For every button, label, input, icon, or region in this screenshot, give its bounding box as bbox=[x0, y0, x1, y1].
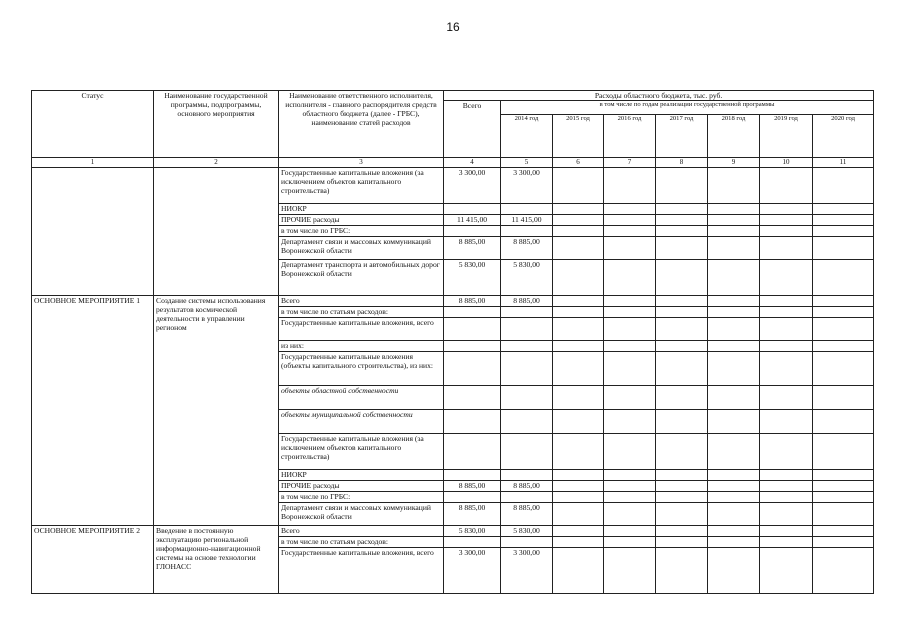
empty-year-cell bbox=[813, 481, 874, 492]
empty-year-cell bbox=[656, 503, 708, 526]
column-number: 8 bbox=[656, 158, 708, 168]
header-by-years-title: в том числе по годам реализации государственной программы bbox=[501, 101, 874, 115]
year-2014-value: 3 300,00 bbox=[501, 168, 553, 204]
total-value bbox=[444, 492, 501, 503]
empty-year-cell bbox=[708, 548, 760, 594]
empty-year-cell bbox=[760, 481, 813, 492]
empty-year-cell bbox=[656, 492, 708, 503]
empty-year-cell bbox=[760, 215, 813, 226]
empty-year-cell bbox=[604, 226, 656, 237]
empty-year-cell bbox=[553, 318, 604, 341]
empty-year-cell bbox=[708, 492, 760, 503]
table-body bbox=[32, 168, 874, 594]
header-executor: Наименование ответственного исполнителя, исполнителя - главного распорядителя средств областного бюджета (далее - ГРБС), наименование статей расходов bbox=[279, 91, 444, 158]
total-value bbox=[444, 537, 501, 548]
empty-year-cell bbox=[708, 470, 760, 481]
empty-year-cell bbox=[553, 260, 604, 296]
total-value bbox=[444, 341, 501, 352]
empty-year-cell bbox=[760, 503, 813, 526]
empty-year-cell bbox=[708, 481, 760, 492]
total-value: 11 415,00 bbox=[444, 215, 501, 226]
empty-year-cell bbox=[708, 318, 760, 341]
year-2014-value: 8 885,00 bbox=[501, 296, 553, 307]
empty-year-cell bbox=[760, 237, 813, 260]
year-2014-value: 8 885,00 bbox=[501, 481, 553, 492]
empty-year-cell bbox=[604, 410, 656, 434]
empty-year-cell bbox=[760, 352, 813, 386]
empty-year-cell bbox=[604, 260, 656, 296]
total-value bbox=[444, 204, 501, 215]
expense-item-label: Государственные капитальные вложения, всего bbox=[279, 548, 444, 594]
empty-year-cell bbox=[553, 537, 604, 548]
row-status bbox=[32, 168, 154, 296]
empty-year-cell bbox=[708, 307, 760, 318]
table-row bbox=[32, 526, 874, 537]
header-year: 2015 год bbox=[553, 115, 604, 158]
year-2014-value bbox=[501, 341, 553, 352]
empty-year-cell bbox=[813, 492, 874, 503]
header-year: 2016 год bbox=[604, 115, 656, 158]
empty-year-cell bbox=[553, 237, 604, 260]
year-2014-value bbox=[501, 307, 553, 318]
year-2014-value bbox=[501, 352, 553, 386]
empty-year-cell bbox=[553, 307, 604, 318]
empty-year-cell bbox=[656, 226, 708, 237]
empty-year-cell bbox=[656, 168, 708, 204]
column-number: 7 bbox=[604, 158, 656, 168]
year-2014-value bbox=[501, 537, 553, 548]
total-value bbox=[444, 352, 501, 386]
empty-year-cell bbox=[553, 352, 604, 386]
empty-year-cell bbox=[760, 204, 813, 215]
empty-year-cell bbox=[656, 215, 708, 226]
table-row bbox=[32, 296, 874, 307]
page-number: 16 bbox=[446, 20, 460, 34]
empty-year-cell bbox=[604, 204, 656, 215]
empty-year-cell bbox=[760, 470, 813, 481]
empty-year-cell bbox=[656, 296, 708, 307]
empty-year-cell bbox=[708, 434, 760, 470]
empty-year-cell bbox=[708, 503, 760, 526]
row-program-name: Введение в постоянную эксплуатацию региональной информационно-навигационной системы на основе технологии ГЛОНАСС bbox=[154, 526, 279, 594]
expense-item-label: Департамент связи и массовых коммуникаций Воронежской области bbox=[279, 503, 444, 526]
header-year: 2019 год bbox=[760, 115, 813, 158]
empty-year-cell bbox=[708, 215, 760, 226]
total-value: 3 300,00 bbox=[444, 168, 501, 204]
empty-year-cell bbox=[656, 537, 708, 548]
empty-year-cell bbox=[604, 307, 656, 318]
empty-year-cell bbox=[708, 526, 760, 537]
year-2014-value: 5 830,00 bbox=[501, 526, 553, 537]
empty-year-cell bbox=[708, 237, 760, 260]
empty-year-cell bbox=[760, 386, 813, 410]
table-header bbox=[32, 91, 874, 168]
year-2014-value: 11 415,00 bbox=[501, 215, 553, 226]
total-value: 3 300,00 bbox=[444, 548, 501, 594]
empty-year-cell bbox=[708, 386, 760, 410]
empty-year-cell bbox=[813, 537, 874, 548]
empty-year-cell bbox=[813, 307, 874, 318]
empty-year-cell bbox=[656, 470, 708, 481]
expense-item-label: из них: bbox=[279, 341, 444, 352]
empty-year-cell bbox=[760, 434, 813, 470]
total-value bbox=[444, 470, 501, 481]
expense-item-label: НИОКР bbox=[279, 204, 444, 215]
expense-item-label: Государственные капитальные вложения (за исключением объектов капитального строительства) bbox=[279, 168, 444, 204]
empty-year-cell bbox=[604, 526, 656, 537]
empty-year-cell bbox=[708, 168, 760, 204]
empty-year-cell bbox=[656, 410, 708, 434]
empty-year-cell bbox=[604, 215, 656, 226]
empty-year-cell bbox=[760, 260, 813, 296]
empty-year-cell bbox=[813, 341, 874, 352]
empty-year-cell bbox=[604, 386, 656, 410]
column-number: 9 bbox=[708, 158, 760, 168]
expense-item-label: Государственные капитальные вложения (объекты капитального строительства), из них: bbox=[279, 352, 444, 386]
empty-year-cell bbox=[656, 386, 708, 410]
empty-year-cell bbox=[656, 307, 708, 318]
expense-item-label: ПРОЧИЕ расходы bbox=[279, 215, 444, 226]
column-number: 5 bbox=[501, 158, 553, 168]
year-2014-value: 8 885,00 bbox=[501, 237, 553, 260]
empty-year-cell bbox=[553, 226, 604, 237]
empty-year-cell bbox=[553, 434, 604, 470]
row-status: ОСНОВНОЕ МЕРОПРИЯТИЕ 2 bbox=[32, 526, 154, 594]
empty-year-cell bbox=[553, 410, 604, 434]
empty-year-cell bbox=[708, 410, 760, 434]
expense-item-label: в том числе по статьям расходов: bbox=[279, 537, 444, 548]
empty-year-cell bbox=[604, 296, 656, 307]
empty-year-cell bbox=[760, 410, 813, 434]
empty-year-cell bbox=[553, 341, 604, 352]
empty-year-cell bbox=[760, 226, 813, 237]
expense-item-label: в том числе по статьям расходов: bbox=[279, 307, 444, 318]
total-value bbox=[444, 434, 501, 470]
total-value bbox=[444, 226, 501, 237]
empty-year-cell bbox=[656, 526, 708, 537]
year-2014-value: 3 300,00 bbox=[501, 548, 553, 594]
total-value: 8 885,00 bbox=[444, 503, 501, 526]
column-number: 2 bbox=[154, 158, 279, 168]
empty-year-cell bbox=[813, 204, 874, 215]
empty-year-cell bbox=[760, 537, 813, 548]
expense-item-label: Департамент связи и массовых коммуникаций Воронежской области bbox=[279, 237, 444, 260]
empty-year-cell bbox=[656, 481, 708, 492]
column-number: 11 bbox=[813, 158, 874, 168]
header-year: 2018 год bbox=[708, 115, 760, 158]
expense-item-label: Всего bbox=[279, 296, 444, 307]
empty-year-cell bbox=[813, 526, 874, 537]
empty-year-cell bbox=[656, 237, 708, 260]
empty-year-cell bbox=[656, 548, 708, 594]
budget-table bbox=[31, 90, 874, 594]
column-number: 6 bbox=[553, 158, 604, 168]
expense-item-label: объекты областной собственности bbox=[279, 386, 444, 410]
row-program-name: Создание системы использования результатов космической деятельности в управлении регионом bbox=[154, 296, 279, 526]
empty-year-cell bbox=[813, 226, 874, 237]
empty-year-cell bbox=[604, 548, 656, 594]
empty-year-cell bbox=[553, 215, 604, 226]
empty-year-cell bbox=[553, 204, 604, 215]
column-number-row bbox=[32, 158, 874, 168]
total-value bbox=[444, 386, 501, 410]
expense-item-label: НИОКР bbox=[279, 470, 444, 481]
empty-year-cell bbox=[553, 492, 604, 503]
empty-year-cell bbox=[604, 503, 656, 526]
empty-year-cell bbox=[760, 341, 813, 352]
empty-year-cell bbox=[604, 470, 656, 481]
header-year: 2014 год bbox=[501, 115, 553, 158]
year-2014-value bbox=[501, 470, 553, 481]
empty-year-cell bbox=[708, 341, 760, 352]
empty-year-cell bbox=[760, 168, 813, 204]
empty-year-cell bbox=[656, 341, 708, 352]
row-program-name bbox=[154, 168, 279, 296]
empty-year-cell bbox=[813, 237, 874, 260]
header-total: Всего bbox=[444, 101, 501, 158]
empty-year-cell bbox=[553, 503, 604, 526]
empty-year-cell bbox=[656, 204, 708, 215]
empty-year-cell bbox=[604, 434, 656, 470]
empty-year-cell bbox=[708, 260, 760, 296]
empty-year-cell bbox=[813, 318, 874, 341]
year-2014-value bbox=[501, 434, 553, 470]
year-2014-value bbox=[501, 226, 553, 237]
empty-year-cell bbox=[604, 352, 656, 386]
table-row bbox=[32, 168, 874, 204]
header-expenses-title: Расходы областного бюджета, тыс. руб. bbox=[444, 91, 874, 101]
total-value bbox=[444, 318, 501, 341]
empty-year-cell bbox=[813, 434, 874, 470]
year-2014-value: 5 830,00 bbox=[501, 260, 553, 296]
empty-year-cell bbox=[604, 492, 656, 503]
empty-year-cell bbox=[656, 434, 708, 470]
empty-year-cell bbox=[553, 168, 604, 204]
empty-year-cell bbox=[553, 470, 604, 481]
empty-year-cell bbox=[708, 537, 760, 548]
empty-year-cell bbox=[760, 492, 813, 503]
total-value: 5 830,00 bbox=[444, 260, 501, 296]
total-value: 8 885,00 bbox=[444, 481, 501, 492]
expense-item-label: ПРОЧИЕ расходы bbox=[279, 481, 444, 492]
header-status: Статус bbox=[32, 91, 154, 158]
column-number: 4 bbox=[444, 158, 501, 168]
empty-year-cell bbox=[604, 168, 656, 204]
empty-year-cell bbox=[553, 526, 604, 537]
empty-year-cell bbox=[708, 226, 760, 237]
empty-year-cell bbox=[604, 481, 656, 492]
empty-year-cell bbox=[813, 386, 874, 410]
empty-year-cell bbox=[604, 237, 656, 260]
total-value: 5 830,00 bbox=[444, 526, 501, 537]
column-number: 10 bbox=[760, 158, 813, 168]
header-year: 2017 год bbox=[656, 115, 708, 158]
empty-year-cell bbox=[553, 481, 604, 492]
empty-year-cell bbox=[656, 260, 708, 296]
empty-year-cell bbox=[813, 548, 874, 594]
total-value: 8 885,00 bbox=[444, 237, 501, 260]
empty-year-cell bbox=[760, 307, 813, 318]
total-value bbox=[444, 410, 501, 434]
empty-year-cell bbox=[708, 204, 760, 215]
empty-year-cell bbox=[708, 352, 760, 386]
empty-year-cell bbox=[656, 318, 708, 341]
row-status: ОСНОВНОЕ МЕРОПРИЯТИЕ 1 bbox=[32, 296, 154, 526]
year-2014-value bbox=[501, 204, 553, 215]
empty-year-cell bbox=[813, 215, 874, 226]
expense-item-label: в том числе по ГРБС: bbox=[279, 492, 444, 503]
empty-year-cell bbox=[813, 296, 874, 307]
header-program-name: Наименование государственной программы, подпрограммы, основного мероприятия bbox=[154, 91, 279, 158]
empty-year-cell bbox=[553, 548, 604, 594]
empty-year-cell bbox=[813, 168, 874, 204]
empty-year-cell bbox=[760, 296, 813, 307]
year-2014-value bbox=[501, 386, 553, 410]
empty-year-cell bbox=[760, 318, 813, 341]
year-2014-value bbox=[501, 410, 553, 434]
empty-year-cell bbox=[760, 548, 813, 594]
year-2014-value bbox=[501, 492, 553, 503]
column-number: 3 bbox=[279, 158, 444, 168]
column-number: 1 bbox=[32, 158, 154, 168]
expense-item-label: объекты муниципальной собственности bbox=[279, 410, 444, 434]
year-2014-value: 8 885,00 bbox=[501, 503, 553, 526]
empty-year-cell bbox=[656, 352, 708, 386]
empty-year-cell bbox=[553, 296, 604, 307]
year-2014-value bbox=[501, 318, 553, 341]
empty-year-cell bbox=[604, 341, 656, 352]
empty-year-cell bbox=[760, 526, 813, 537]
expense-item-label: Департамент транспорта и автомобильных дорог Воронежской области bbox=[279, 260, 444, 296]
expense-item-label: Всего bbox=[279, 526, 444, 537]
total-value: 8 885,00 bbox=[444, 296, 501, 307]
empty-year-cell bbox=[813, 260, 874, 296]
total-value bbox=[444, 307, 501, 318]
expense-item-label: в том числе по ГРБС: bbox=[279, 226, 444, 237]
empty-year-cell bbox=[604, 537, 656, 548]
header-year: 2020 год bbox=[813, 115, 874, 158]
expense-item-label: Государственные капитальные вложения, всего bbox=[279, 318, 444, 341]
empty-year-cell bbox=[813, 410, 874, 434]
expense-item-label: Государственные капитальные вложения (за исключением объектов капитального строительства) bbox=[279, 434, 444, 470]
empty-year-cell bbox=[813, 470, 874, 481]
empty-year-cell bbox=[708, 296, 760, 307]
empty-year-cell bbox=[604, 318, 656, 341]
empty-year-cell bbox=[813, 352, 874, 386]
empty-year-cell bbox=[813, 503, 874, 526]
empty-year-cell bbox=[553, 386, 604, 410]
